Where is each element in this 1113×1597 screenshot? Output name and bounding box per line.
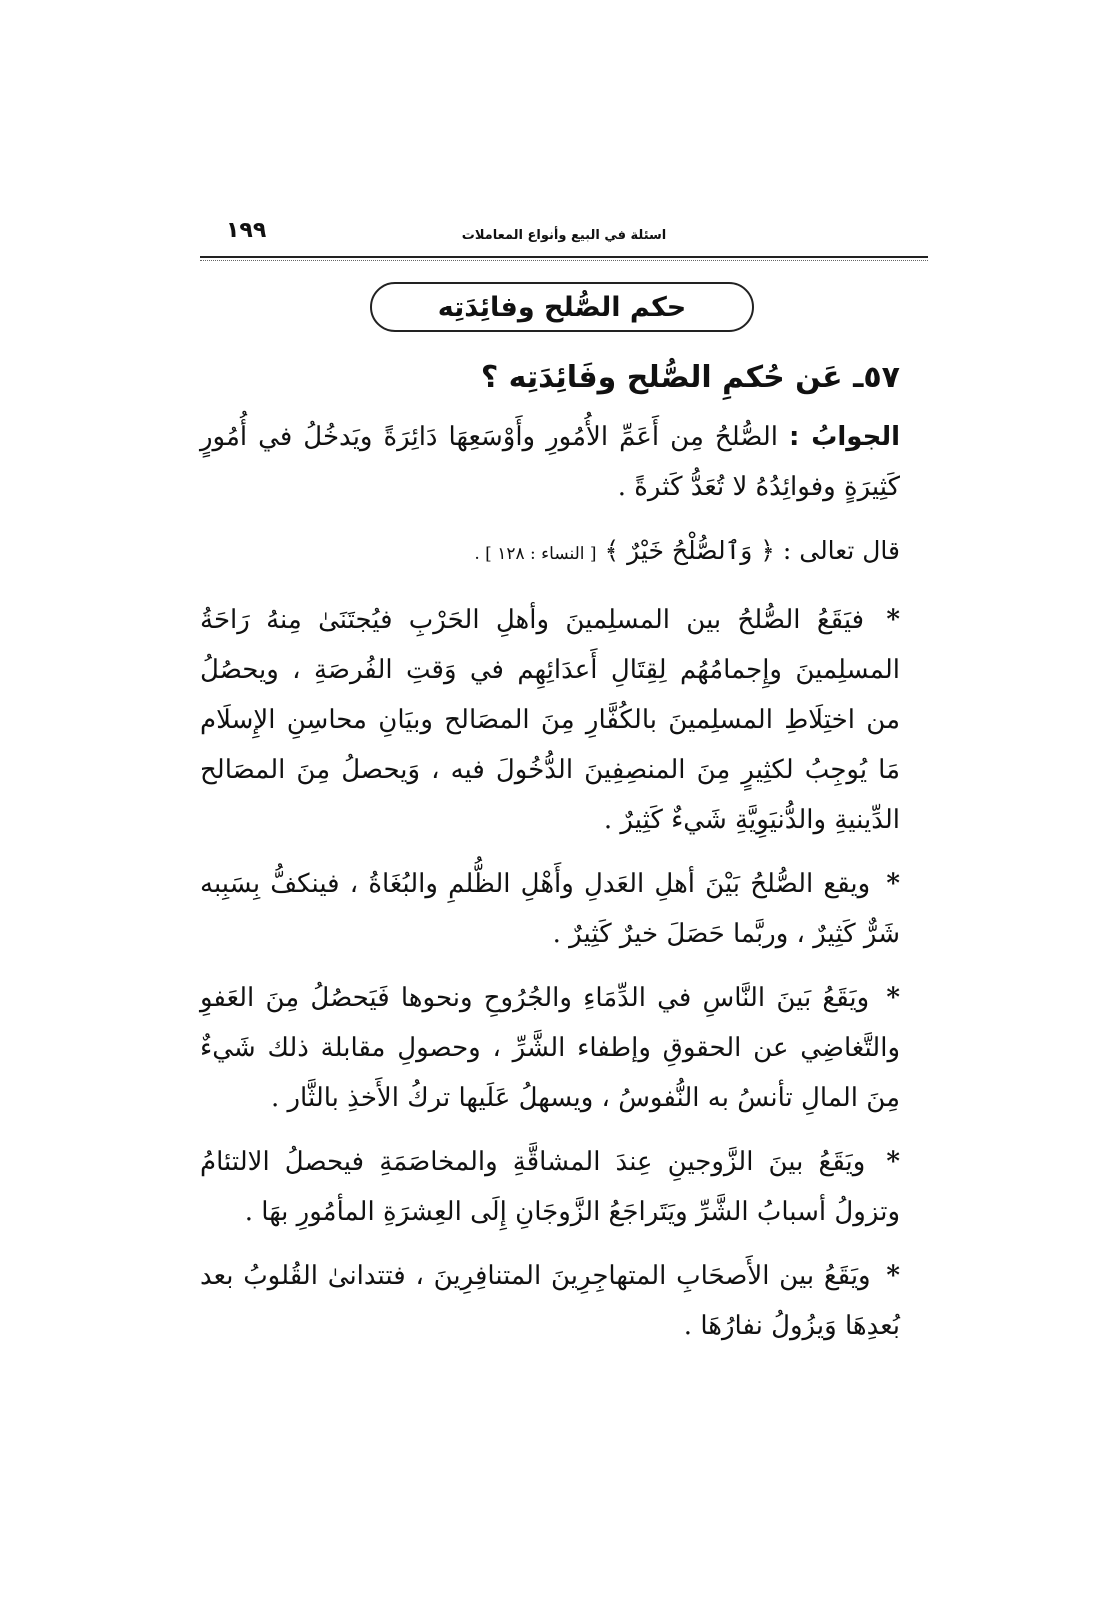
section-title: حكم الصُّلح وفائِدَتِه [437, 291, 687, 323]
verse-intro: قال تعالى : [782, 536, 900, 565]
running-title: اسئلة في البيع وأنواع المعاملات [461, 228, 667, 243]
bullet-paragraph [200, 1137, 900, 1237]
verse-text: ﴿ وَٱلصُّلْحُ خَيْرٌ ﴾ [604, 536, 775, 565]
header-divider [200, 256, 928, 258]
bullet-marker: * [886, 1147, 900, 1177]
bullet-text: ويَقَعُ بَينَ النَّاسِ في الدِّمَاءِ والجُرُوحِ ونحوها فَيَحصُلُ مِنَ العَفوِ والتَّغاضِي عن الحقوقِ وإطفاء الشَّرِّ ، وحصولِ مقابلة ذلك شَيءٌ مِنَ المالِ تأنسُ به النُّفوسُ ، ويسهلُ عَلَيها تركُ الأَخذِ بالثَّار . [200, 983, 900, 1113]
bullet-marker: * [886, 869, 900, 899]
bullet-marker: * [886, 605, 900, 635]
section-title-box [370, 282, 754, 332]
answer-text: الصُّلحُ مِن أَعَمِّ الأُمُورِ وأَوْسَعِهَا دَائِرَةً ويَدخُلُ في أُمُورٍ كَثِيرَةٍ وفوائِدُهُ لا تُعَدُّ كَثرةً . [200, 422, 900, 502]
bullet-paragraph [200, 973, 900, 1123]
bullet-paragraph [200, 595, 900, 845]
bullet-marker: * [886, 983, 900, 1013]
header-divider-dotted [200, 260, 928, 261]
verse-reference: [ النساء : ١٢٨ ] . [474, 544, 597, 564]
bullet-text: ويقع الصُّلحُ بَيْنَ أهلِ العَدلِ وأَهْلِ الظُّلمِ والبُغَاةُ ، فينكفُّ بِسَبِبه شَرٌّ كَثِيرٌ ، وربَّما حَصَلَ خيرٌ كَثِيرٌ . [200, 869, 900, 949]
bullet-text: فيَقَعُ الصُّلحُ بين المسلِمينَ وأهلِ الحَرْبِ فيُجتَنَىٰ مِنهُ رَاحَةُ المسلِمينَ وإِجمامُهُم لِقِتَالِ أَعدَائِهِم في وَقتِ الفُرصَةِ ، ويحصُلُ من اختِلَاطِ المسلِمينَ بالكُفَّارِ مِنَ المصَالح وبيَانِ محاسِنِ الإِسلَام مَا يُوجِبُ لكثِيرٍ مِنَ المنصِفِينَ الدُّخُولَ فيه ، وَيحصلُ مِنَ المصَالح الدِّينيةِ والدُّنيَوِيَّةِ شَيءٌ كَثِيرٌ . [200, 605, 900, 835]
page-number: ١٩٩ [226, 218, 267, 243]
bullet-paragraph [200, 1251, 900, 1351]
question-heading: ٥٧ـ عَن حُكمِ الصُّلح وفَائِدَتِه ؟ [480, 360, 900, 395]
bullet-text: ويَقَعُ بين الأَصحَابِ المتهاجِرِينَ المتنافِرِينَ ، فتتدانىٰ القُلوبُ بعد بُعدِهَا وَيزُولُ نفارُهَا . [200, 1261, 900, 1341]
answer-paragraph [200, 412, 900, 512]
page-content [200, 350, 900, 1365]
bullet-marker: * [886, 1261, 901, 1291]
bullet-text: ويَقَعُ بينَ الزَّوجينِ عِندَ المشاقَّةِ والمخاصَمَةِ فيحصلُ الالتئامُ وتزولُ أسبابُ الشَّرِّ ويَتَراجَعُ الزَّوجَانِ إِلَى العِشرَةِ المأمُورِ بهَا . [200, 1147, 900, 1227]
verse-paragraph [200, 526, 900, 579]
page-header [200, 218, 928, 256]
answer-label: الجوابُ : [789, 422, 901, 452]
bullet-paragraph [200, 859, 900, 959]
